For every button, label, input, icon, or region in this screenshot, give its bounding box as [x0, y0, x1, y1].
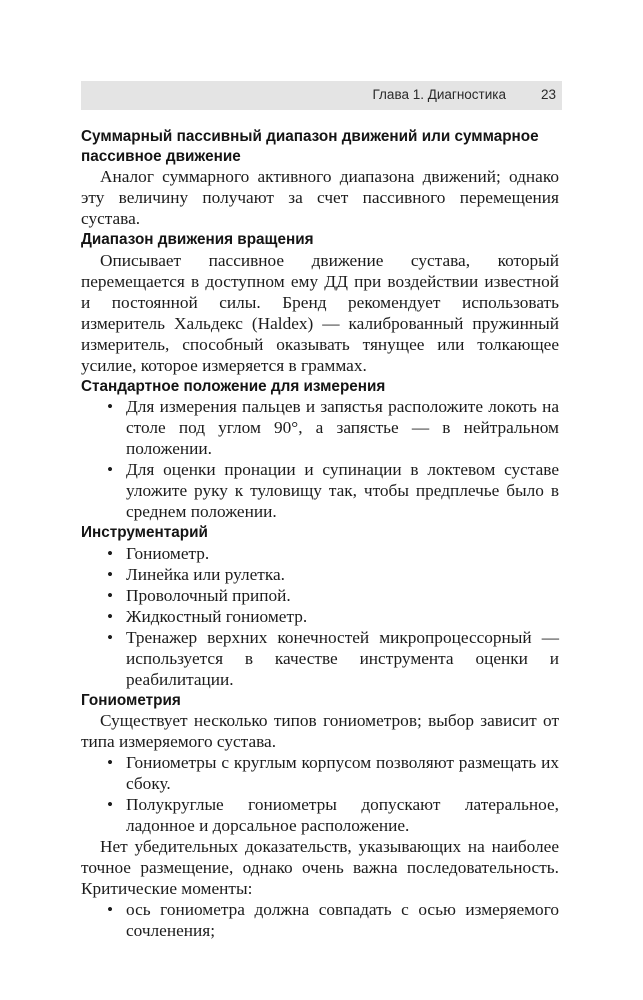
- paragraph: Нет убедительных доказательств, указывающих на наиболее точное размещение, однако очень важна последовательность. Критические моменты:: [81, 837, 559, 898]
- list-item-text: Линейка или рулетка.: [126, 564, 285, 584]
- bullet-list: [81, 899, 559, 941]
- section-heading: Диапазон движения вращения: [81, 231, 314, 248]
- bullet-icon: •: [107, 627, 114, 647]
- list-item-text: Тренажер верхних конечностей микропроцессорный — используется в качестве инструмента оценки и реабилитации.: [126, 627, 559, 689]
- bullet-list: [81, 752, 559, 836]
- list-item-text: Для оценки пронации и супинации в локтевом суставе уложите руку к туловищу так, чтобы предплечье было в среднем положении.: [126, 460, 559, 521]
- bullet-list: [81, 396, 559, 522]
- list-item-text: Гониометры с круглым корпусом позволяют размещать их сбоку.: [126, 753, 559, 793]
- bullet-icon: •: [107, 606, 114, 626]
- list-item: [81, 543, 559, 564]
- bullet-list: [81, 543, 559, 690]
- running-header: [81, 81, 562, 110]
- list-item: [81, 794, 559, 836]
- list-item-text: Для измерения пальцев и запястья расположите локоть на столе под углом 90°, а запястье — в нейтральном положении.: [126, 397, 559, 458]
- paragraph: Описывает пассивное движение сустава, который перемещается в доступном ему ДД при воздействии известной и постоянной силы. Бренд рекомендует использовать измеритель Хальдекс (Haldex) — калиброванный пружинный измеритель, способный оказывать тянущее или толкающее усилие, которое измеряется в граммах.: [81, 250, 559, 375]
- section-heading: Инструментарий: [81, 524, 208, 541]
- section-heading: Гониометрия: [81, 691, 181, 709]
- list-item-text: Гониометр.: [126, 543, 210, 563]
- list-item: [81, 396, 559, 459]
- bullet-icon: •: [107, 753, 114, 772]
- list-item-text: Проволочный припой.: [126, 585, 291, 605]
- bullet-icon: •: [107, 564, 114, 584]
- paragraph: Аналог суммарного активного диапазона движений; однако эту величину получают за счет пассивного перемещения сустава.: [81, 167, 559, 228]
- bullet-icon: •: [107, 795, 114, 814]
- list-item: [81, 627, 559, 690]
- paragraph: Существует несколько типов гониометров; выбор зависит от типа измеряемого сустава.: [81, 711, 559, 751]
- list-item: [81, 752, 559, 794]
- page-body: [81, 126, 559, 941]
- bullet-icon: •: [107, 585, 114, 605]
- list-item-text: Полукруглые гониометры допускают латеральное, ладонное и дорсальное расположение.: [126, 795, 559, 835]
- list-item-text: ось гониометра должна совпадать с осью измеряемого сочленения;: [126, 900, 559, 940]
- list-item: [81, 459, 559, 522]
- list-item: [81, 606, 559, 627]
- list-item-text: Жидкостный гониометр.: [126, 606, 308, 626]
- bullet-icon: •: [107, 460, 114, 479]
- list-item: [81, 564, 559, 585]
- chapter-title: Глава 1. Диагностика: [372, 87, 506, 102]
- page-number: 23: [540, 87, 556, 102]
- list-item: [81, 899, 559, 941]
- list-item: [81, 585, 559, 606]
- bullet-icon: •: [107, 900, 114, 919]
- bullet-icon: •: [107, 397, 114, 416]
- section-heading: Стандартное положение для измерения: [81, 377, 386, 395]
- bullet-icon: •: [107, 543, 114, 563]
- section-heading: Суммарный пассивный диапазон движений или суммарное пассивное движение: [81, 128, 539, 165]
